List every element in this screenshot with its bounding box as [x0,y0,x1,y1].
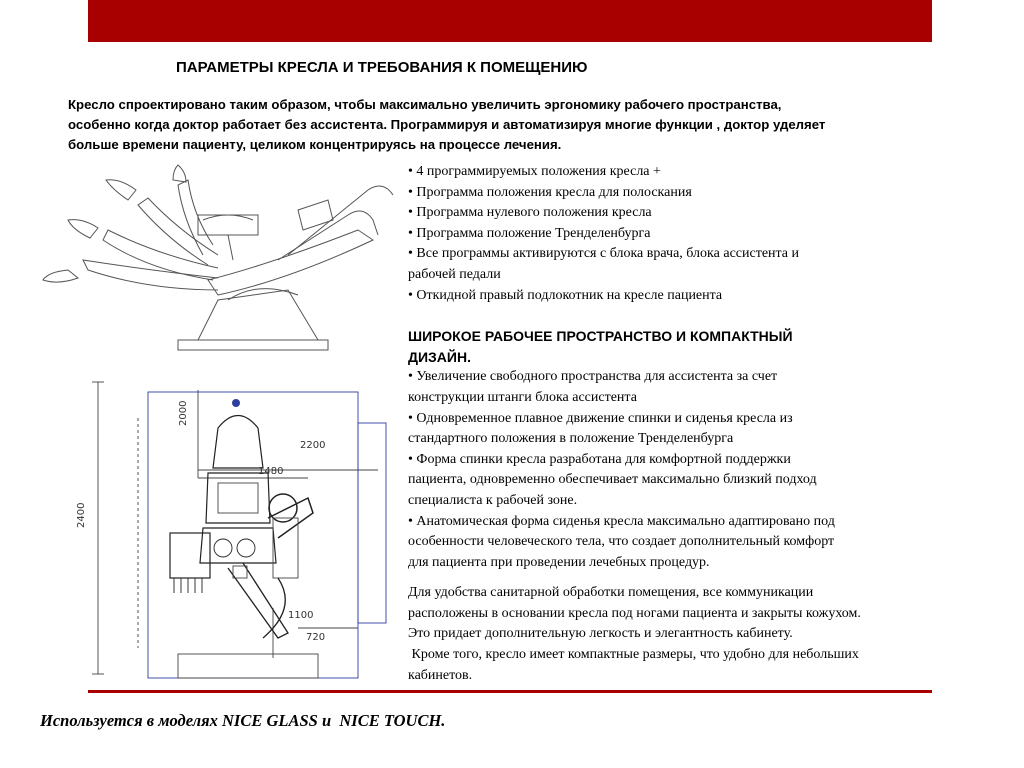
intro-line: Кресло спроектировано таким образом, чтобы максимально увеличить эргономику рабочего пространства, [68,97,782,112]
workspace-line: • Анатомическая форма сиденья кресла максимально адаптировано под [408,513,835,529]
workspace-line: стандартного положения в положение Тренделенбурга [408,431,734,447]
intro-paragraph [68,95,968,155]
hygiene-line: расположены в основании кресла под ногами пациента и закрыты кожухом. [408,605,861,621]
headrest-depth-label: 2000 [178,400,189,426]
bottom-divider [88,690,932,693]
workspace-line: конструкции штанги блока ассистента [408,389,637,405]
hygiene-line: Кроме того, кресло имеет компактные размеры, что удобно для небольших [408,647,859,663]
top-accent-band [88,0,932,42]
hygiene-line: Это придает дополнительную легкость и элегантность кабинету. [408,626,793,642]
workspace-heading: ШИРОКОЕ РАБОЧЕЕ ПРОСТРАНСТВО И КОМПАКТНЫЙ [408,328,793,345]
room-width-label: 2200 [300,440,326,451]
right-text-column [408,162,968,686]
workspace-line: пациента, одновременно обеспечивает максимально близкий подход [408,472,817,488]
footer-models-note: Используется в моделях NICE GLASS и NICE TOUCH. [40,711,446,730]
feature-line: рабочей педали [408,266,501,282]
page-title: ПАРАМЕТРЫ КРЕСЛА И ТРЕБОВАНИЯ К ПОМЕЩЕНИЮ [176,59,588,76]
chair-side-view-drawing [28,160,408,360]
workspace-line: • Увеличение свободного пространства для ассистента за счет [408,369,778,385]
feature-line: • Все программы активируются с блока врача, блока ассистента и [408,246,800,262]
workspace-line: особенности человеческого тела, что создает дополнительный комфорт [408,534,835,550]
feature-line: • Программа положения кресла для полоскания [408,184,692,200]
room-depth-label: 2400 [76,502,87,528]
intro-line: больше времени пациенту, целиком концентрируясь на процессе лечения. [68,137,562,152]
intro-line: особенно когда доктор работает без ассистента. Программируя и автоматизируя многие функции , доктор уделяет [68,117,826,132]
workspace-line: для пациента при проведении лечебных процедур. [408,554,710,570]
room-floor-plan-drawing [78,378,398,678]
feature-line: • Программа нулевого положения кресла [408,205,652,221]
workspace-line: • Форма спинки кресла разработана для комфортной поддержки [408,451,791,467]
workspace-line: специалиста к рабочей зоне. [408,492,578,508]
feature-line: • Откидной правый подлокотник на кресле пациента [408,287,723,303]
feature-line: • 4 программируемых положения кресла + [408,164,661,179]
workspace-heading: ДИЗАЙН. [408,348,471,365]
hygiene-line: Для удобства санитарной обработки помещения, все коммуникации [408,585,814,601]
unit-width-label: 1480 [258,466,284,477]
base-width-label: 720 [306,632,326,643]
workspace-line: • Одновременное плавное движение спинки и сиденья кресла из [408,410,793,426]
feature-line: • Программа положение Тренделенбурга [408,225,651,241]
base-depth-label: 1100 [288,610,314,621]
hygiene-line: кабинетов. [408,667,473,683]
